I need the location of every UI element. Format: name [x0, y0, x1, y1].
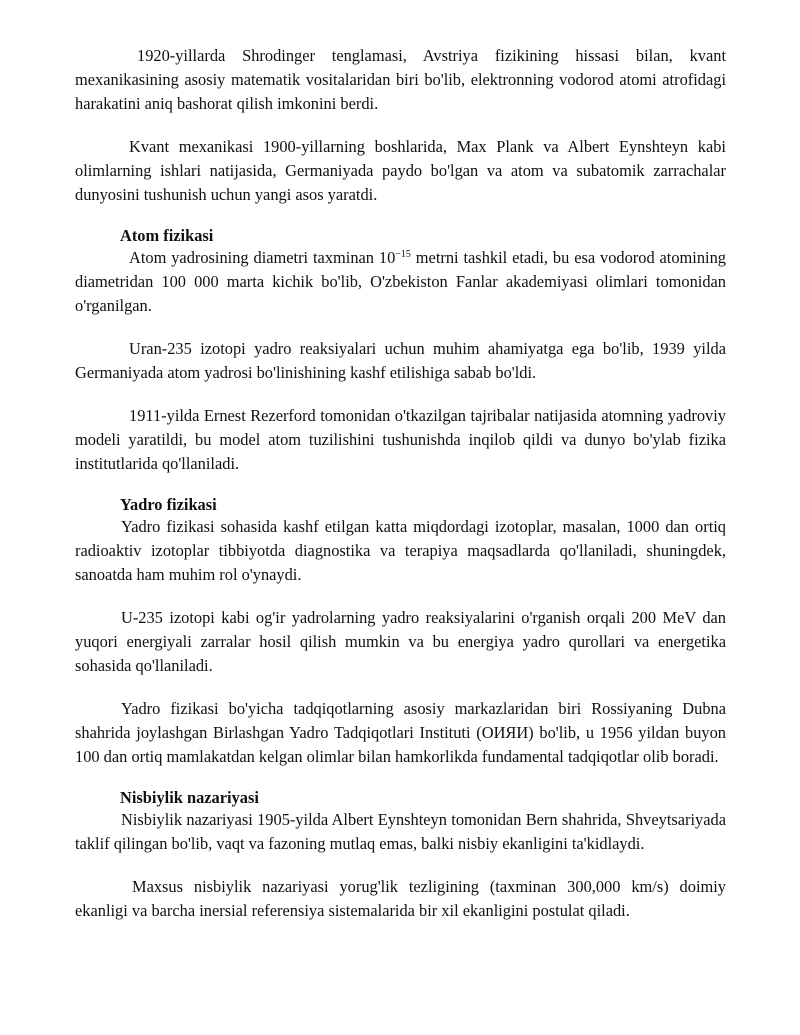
paragraph-heavy-nuclei: U-235 izotopi kabi og'ir yadrolarning yadro reaksiyalarini o'rganish orqali 200 MeV dan yuqori energiyali zarralar hosil qilish mumkin va bu energiya yadro qurollari va energetika sohasida qo'llaniladi. [75, 608, 726, 675]
paragraph-schrodinger: 1920-yillarda Shrodinger tenglamasi, Avstriya fizikining hissasi bilan, kvant mexanikasining asosiy matematik vositalaridan biri bo'lib, elektronning vodorod atomi atrofidagi harakatini aniq bashorat qilish imkonini berdi. [75, 46, 726, 113]
paragraph-rutherford: 1911-yilda Ernest Rezerford tomonidan o'tkazilgan tajribalar natijasida atomning yadroviy modeli yaratildi, bu model atom tuzilishini tushunishda inqilob qildi va dunyo bo'ylab fizika institutlarida qo'llaniladi. [75, 406, 726, 473]
atom-diameter-exponent: −15 [395, 249, 411, 260]
section-heading-atom: Atom fizikasi [120, 226, 214, 245]
paragraph-uranium-235: Uran-235 izotopi yadro reaksiyalari uchun muhim ahamiyatga ega bo'lib, 1939 yilda Germaniyada atom yadrosi bo'linishining kashf etilishiga sabab bo'ldi. [75, 339, 726, 382]
section-heading-nuclear: Yadro fizikasi [120, 495, 217, 514]
document-page [75, 44, 726, 942]
paragraph-quantum-mechanics: Kvant mexanikasi 1900-yillarning boshlarida, Max Plank va Albert Eynshteyn kabi olimlarning ishlari natijasida, Germaniyada paydo bo'lgan va atom va subatomik zarrachalar dunyosini tushunish uchun yangi asos yaratdi. [75, 137, 726, 204]
paragraph-special-relativity: Maxsus nisbiylik nazariyasi yorug'lik tezligining (taxminan 300,000 km/s) doimiy ekanligi va barcha inersial referensiya sistemalarida bir xil ekanligini postulat qiladi. [75, 877, 726, 920]
section-heading-relativity: Nisbiylik nazariyasi [120, 788, 259, 807]
section-relativity [75, 788, 726, 923]
paragraph-atom-nucleus-diameter [75, 246, 726, 318]
section-nuclear-physics [75, 495, 726, 769]
paragraph-isotopes: Yadro fizikasi sohasida kashf etilgan katta miqdordagi izotoplar, masalan, 1000 dan ortiq radioaktiv izotoplar tibbiyotda diagnostika va terapiya maqsadlarda qo'llaniladi, shuningdek, sanoatda ham muhim rol o'ynaydi. [75, 517, 726, 584]
atom-diameter-text-end: metrni tashkil etadi, bu esa vodorod atomining diametridan 100 000 marta kichik bo'lib, O'zbekiston Fanlar akademiyasi olimlari tomonidan o'rganilgan. [75, 248, 726, 315]
paragraph-dubna-institute: Yadro fizikasi bo'yicha tadqiqotlarning asosiy markazlaridan biri Rossiyaning Dubna shahrida joylashgan Birlashgan Yadro Tadqiqotlari Instituti (ОИЯИ) bo'lib, u 1956 yildan buyon 100 dan ortiq mamlakatdan kelgan olimlar bilan hamkorlikda fundamental tadqiqotlar olib boradi. [75, 699, 726, 766]
paragraph-relativity-1905: Nisbiylik nazariyasi 1905-yilda Albert Eynshteyn tomonidan Bern shahrida, Shveytsariyada taklif qilingan bo'lib, vaqt va fazoning mutlaq emas, balki nisbiy ekanligini ta'kidlaydi. [75, 810, 726, 853]
atom-diameter-text-start: Atom yadrosining diametri taxminan 10 [129, 248, 396, 267]
section-atom-physics [75, 226, 726, 476]
